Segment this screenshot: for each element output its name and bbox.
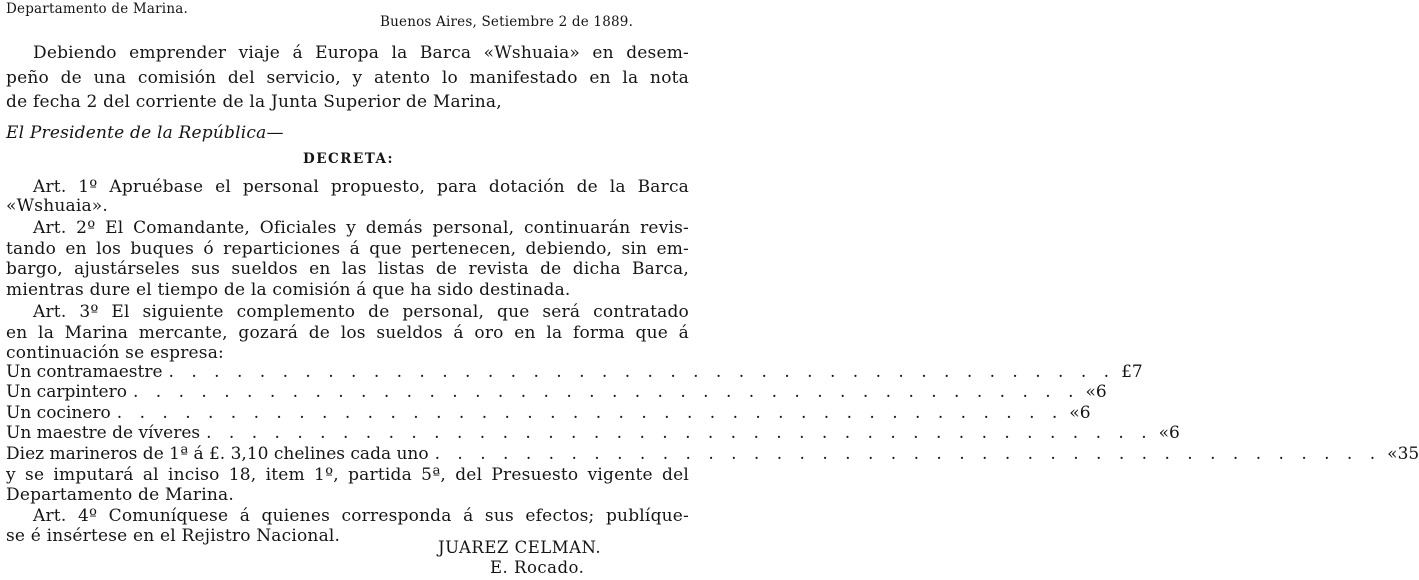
leader-dots: . . . . . . . . . . . . . . . . . . . . . . . . . . . . . . . . . . . . . . . . . . [206, 423, 1153, 443]
personnel-currency: « [1069, 403, 1080, 423]
leader-dots: . . . . . . . . . . . . . . . . . . . . . . . . . . . . . . . . . . . . . . . . . . [116, 403, 1064, 423]
leader-dots: . . . . . . . . . . . . . . . . . . . . . . . . . . . . . . . . . . . . . . . . . . [434, 444, 1382, 464]
decreta-heading: DECRETA: [302, 151, 395, 167]
article-2-line: tando en los buques ó reparticiones á que pertenecen, debiendo, sin em- [6, 239, 689, 259]
article-1-line: «Wshuaia». [6, 196, 109, 216]
personnel-row [6, 362, 1143, 382]
leader-dots: . . . . . . . . . . . . . . . . . . . . . . . . . . . . . . . . . . . . . . . . . . [168, 362, 1116, 382]
personnel-amount: 6 [1095, 382, 1107, 402]
leader-dots: . . . . . . . . . . . . . . . . . . . . . . . . . . . . . . . . . . . . . . . . . . [132, 382, 1080, 402]
personnel-row [6, 403, 1091, 423]
article-3-line: Art. 3º El siguiente complemento de personal, que será contratado [33, 302, 689, 322]
article-3-line: en la Marina mercante, gozará de los sueldos á oro en la forma que á [6, 323, 689, 343]
personnel-amount: 7 [1131, 362, 1143, 382]
article-1-line: Art. 1º Apruébase el personal propuesto, para dotación de la Barca [33, 177, 689, 197]
dateline: Buenos Aires, Setiembre 2 de 1889. [380, 14, 634, 30]
article-3-line: continuación se espresa: [6, 343, 224, 363]
personnel-amount: 35 [1397, 444, 1419, 464]
president-heading: El Presidente de la República— [6, 123, 284, 143]
article-3-tail-line: y se imputará al inciso 18, item 1º, partida 5ª, del Presuesto vigente del [6, 465, 689, 485]
preamble-line: Debiendo emprender viaje á Europa la Barca «Wshuaia» en desem- [33, 43, 689, 63]
personnel-role: Un cocinero [6, 403, 111, 423]
personnel-role: Diez marineros de 1ª á £. 3,10 chelines cada uno [6, 444, 429, 464]
personnel-row [6, 423, 1180, 443]
president-signature: JUAREZ CELMAN. [438, 538, 602, 557]
personnel-amount: 6 [1079, 403, 1091, 423]
personnel-role: Un maestre de víveres [6, 423, 201, 443]
article-2-line: Art. 2º El Comandante, Oficiales y demás personal, continuarán revis- [33, 218, 689, 238]
personnel-amount: 6 [1169, 423, 1180, 443]
article-2-line: mientras dure el tiempo de la comisión á que ha sido destinada. [6, 280, 571, 300]
article-4-line: se é insértese en el Rejistro Nacional. [6, 526, 341, 546]
personnel-currency: « [1158, 423, 1170, 443]
article-4-line: Art. 4º Comuníquese á quienes corresponda á sus efectos; publíque- [33, 506, 689, 526]
department-heading: Departamento de Marina. [6, 1, 188, 17]
preamble-line: peño de una comisión del servicio, y atento lo manifestado en la nota [6, 68, 689, 88]
personnel-currency: « [1387, 444, 1398, 464]
article-3-tail-line: Departamento de Marina. [6, 485, 234, 505]
personnel-row [6, 444, 1419, 464]
personnel-currency: £ [1121, 362, 1132, 382]
personnel-role: Un carpintero [6, 382, 127, 402]
personnel-currency: « [1085, 382, 1096, 402]
article-2-line: bargo, ajustárseles sus sueldos en las listas de revista de dicha Barca, [6, 259, 689, 279]
minister-signature: E. Rocado. [490, 558, 585, 577]
personnel-row [6, 382, 1107, 402]
preamble-line: de fecha 2 del corriente de la Junta Superior de Marina, [6, 92, 502, 112]
personnel-role: Un contramaestre [6, 362, 163, 382]
